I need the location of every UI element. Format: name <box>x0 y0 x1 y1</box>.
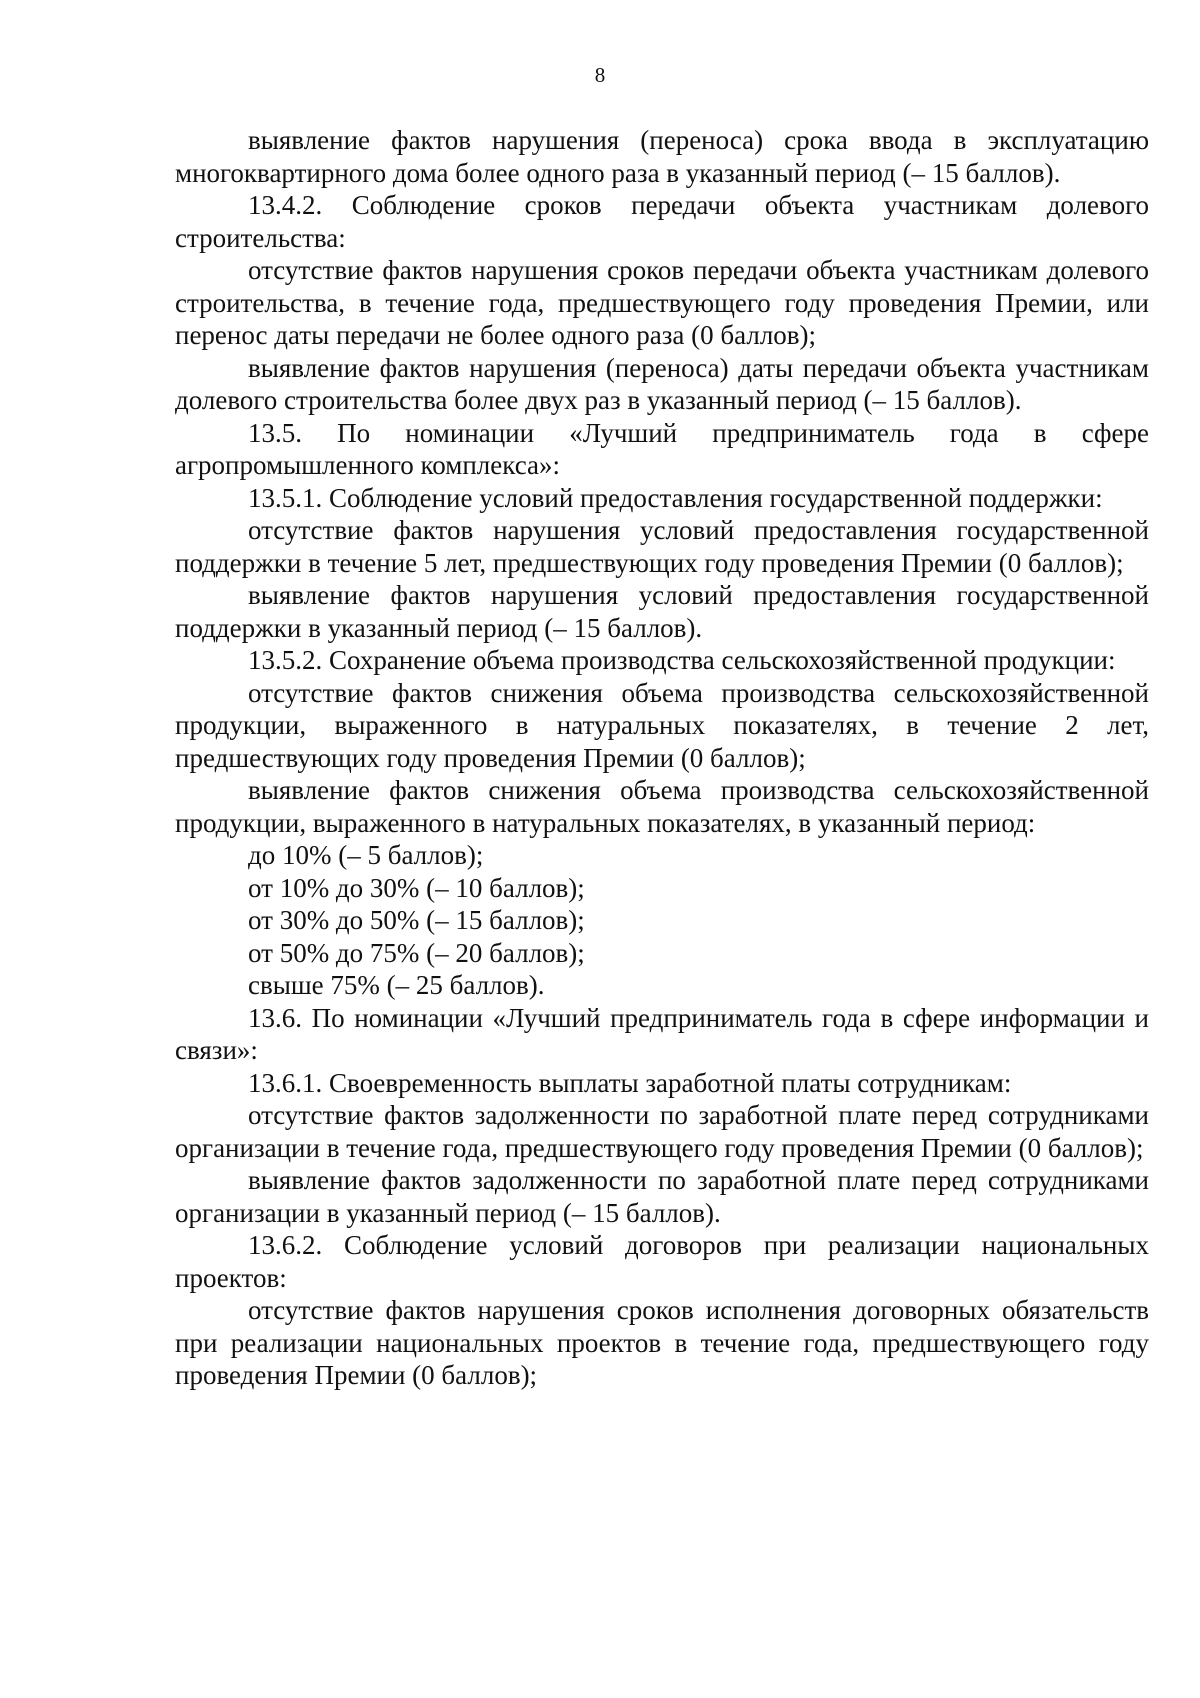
list-item: от 10% до 30% (– 10 баллов); <box>248 872 585 903</box>
paragraph: отсутствие фактов нарушения сроков исполнения договорных обязательств при реализации национальных проектов в течение года, предшествующего году проведения Премии (0 баллов); <box>175 1295 1149 1390</box>
paragraph: выявление фактов нарушения (переноса) даты передачи объекта участникам долевого строительства более двух раз в указанный период (– 15 баллов). <box>175 352 1149 415</box>
paragraph: выявление фактов снижения объема производства сельскохозяйственной продукции, выраженного в натуральных показателях, в указанный период: <box>175 775 1149 838</box>
paragraph: выявление фактов задолженности по заработной плате перед сотрудниками организации в указанный период (– 15 баллов). <box>175 1165 1149 1228</box>
section-heading-13-5-2: 13.5.2. Сохранение объема производства сельскохозяйственной продукции: <box>248 645 1116 675</box>
list-item: свыше 75% (– 25 баллов). <box>248 970 545 1000</box>
paragraph: отсутствие фактов нарушения условий предоставления государственной поддержки в течение 5 лет, предшествующих году проведения Премии (0 баллов); <box>175 515 1149 578</box>
page-number: 8 <box>594 63 606 87</box>
list-item: до 10% (– 5 баллов); <box>248 840 484 870</box>
section-heading-13-5-1: 13.5.1. Соблюдение условий предоставления государственной поддержки: <box>248 482 1103 513</box>
section-heading-13-6-1: 13.6.1. Своевременность выплаты заработной платы сотрудникам: <box>248 1067 1012 1098</box>
section-heading-13-5: 13.5. По номинации «Лучший предприниматель года в сфере агропромышленного комплекса»: <box>175 417 1149 480</box>
paragraph: отсутствие фактов нарушения сроков передачи объекта участникам долевого строительства, в течение года, предшествующего году проведения Премии, или перенос даты передачи не более одного раза (0 баллов); <box>175 255 1149 350</box>
list-item: от 50% до 75% (– 20 баллов); <box>248 937 585 968</box>
document-body <box>175 124 1149 1392</box>
section-heading-13-6-2: 13.6.2. Соблюдение условий договоров при реализации национальных проектов: <box>175 1230 1149 1293</box>
section-heading-13-4-2: 13.4.2. Соблюдение сроков передачи объекта участникам долевого строительства: <box>175 190 1149 253</box>
section-heading-13-6: 13.6. По номинации «Лучший предприниматель года в сфере информации и связи»: <box>175 1002 1149 1065</box>
paragraph: выявление фактов нарушения (переноса) срока ввода в эксплуатацию многоквартирного дома более одного раза в указанный период (– 15 баллов). <box>175 125 1149 188</box>
paragraph: отсутствие фактов задолженности по заработной плате перед сотрудниками организации в течение года, предшествующего году проведения Премии (0 баллов); <box>175 1100 1149 1163</box>
paragraph: отсутствие фактов снижения объема производства сельскохозяйственной продукции, выраженного в натуральных показателях, в течение 2 лет, предшествующих году проведения Премии (0 баллов); <box>175 677 1149 773</box>
paragraph: выявление фактов нарушения условий предоставления государственной поддержки в указанный период (– 15 баллов). <box>175 580 1149 643</box>
list-item: от 30% до 50% (– 15 баллов); <box>248 905 585 935</box>
